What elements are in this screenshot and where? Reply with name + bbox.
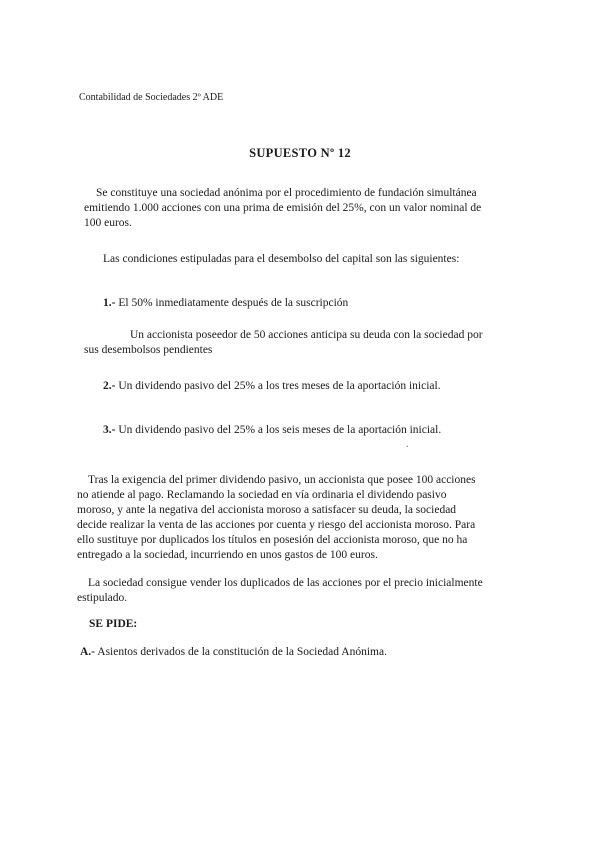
page-title: SUPUESTO Nº 12 <box>249 146 351 160</box>
moroso-line: entregado a la sociedad, incurriendo en unos gastos de 100 euros. <box>77 549 378 561</box>
condition-item-1 <box>103 297 348 309</box>
course-header: Contabilidad de Sociedades 2º ADE <box>79 92 224 103</box>
anticipa-paragraph <box>84 328 483 358</box>
intro-line: Se constituye una sociedad anónima por el procedimiento de fundación simultánea <box>96 187 477 199</box>
moroso-line: ello sustituye por duplicados los títulos en posesión del accionista moroso, que no ha <box>77 534 468 546</box>
moroso-line: decide realizar la venta de las acciones por cuenta y riesgo del accionista moroso. Para <box>77 519 476 531</box>
item-text: Un dividendo pasivo del 25% a los tres meses de la aportación inicial. <box>118 380 441 392</box>
item-number: 1.- <box>103 297 116 309</box>
item-number: 3.- <box>103 424 116 436</box>
moroso-line: Tras la exigencia del primer dividendo pasivo, un accionista que posee 100 acciones <box>88 474 476 486</box>
intro-line: emitiendo 1.000 acciones con una prima de emisión del 25%, con un valor nominal de <box>84 202 482 214</box>
moroso-paragraph <box>77 473 476 563</box>
anticipa-line: Un accionista poseedor de 50 acciones anticipa su deuda con la sociedad por <box>130 329 483 341</box>
vende-line: estipulado. <box>77 592 128 604</box>
item-text: Asientos derivados de la constitución de la Sociedad Anónima. <box>97 646 387 658</box>
moroso-line: moroso, y ante la negativa del accionista moroso a satisfacer su deuda, la sociedad <box>77 504 457 516</box>
moroso-line: no atiende al pago. Reclamando la sociedad en vía ordinaria el dividendo pasivo <box>77 489 447 501</box>
intro-line: 100 euros. <box>84 217 132 229</box>
vende-paragraph <box>77 576 483 606</box>
conditions-paragraph: Las condiciones estipuladas para el desembolso del capital son las siguientes: <box>103 253 460 265</box>
condition-item-3 <box>103 424 441 436</box>
item-number: A.- <box>80 646 96 658</box>
vende-line: La sociedad consigue vender los duplicados de las acciones por el precio inicialmente <box>88 577 483 589</box>
stray-dot: . <box>406 439 409 450</box>
condition-item-2 <box>103 380 441 392</box>
intro-paragraph <box>84 186 481 231</box>
item-text: Un dividendo pasivo del 25% a los seis meses de la aportación inicial. <box>118 424 442 436</box>
anticipa-line: sus desembolsos pendientes <box>84 344 213 356</box>
item-text: El 50% inmediatamente después de la suscripción <box>118 297 349 309</box>
se-pide-heading: SE PIDE: <box>89 618 138 630</box>
asientos-item <box>80 646 387 658</box>
item-number: 2.- <box>103 380 116 392</box>
